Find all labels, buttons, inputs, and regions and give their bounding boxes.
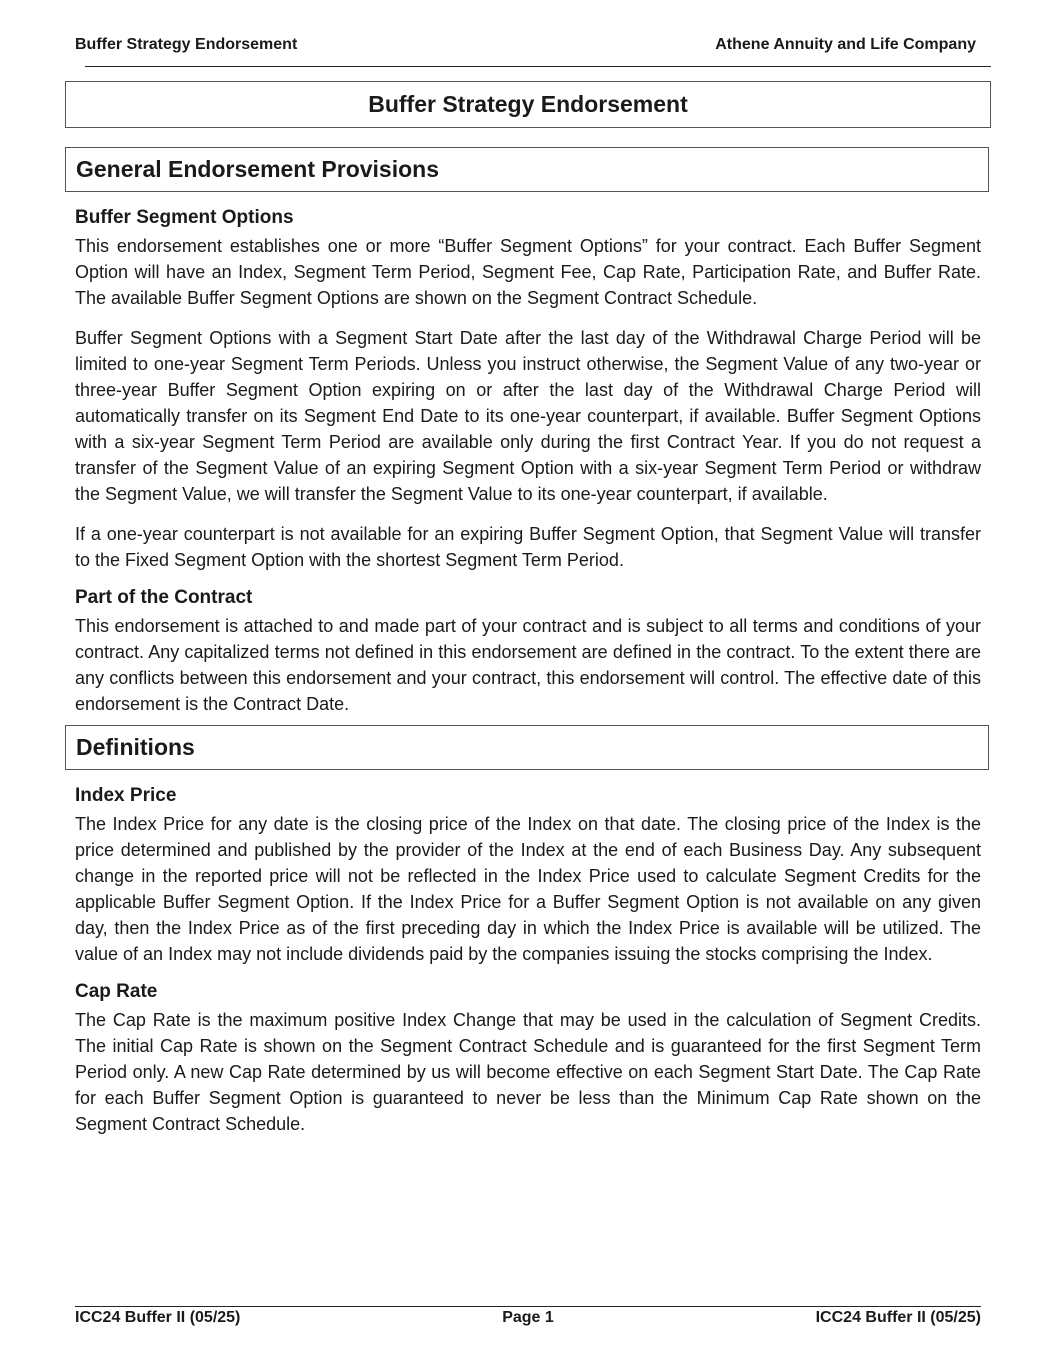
document-title: Buffer Strategy Endorsement xyxy=(65,81,991,128)
subheading-buffer-segment-options: Buffer Segment Options xyxy=(75,207,294,228)
paragraph: This endorsement establishes one or more “Buffer Segment Options” for your contract. Each Buffer Segment Option will have an Index, Segment Term Period, Segment Fee, Cap Rate, Participation Rate, and Buffer Rate. The available Buffer Segment Options are shown on the Segment Contract Schedule. xyxy=(75,236,981,308)
footer-divider xyxy=(75,1306,981,1307)
section-heading-definitions: Definitions xyxy=(65,725,989,770)
paragraph: This endorsement is attached to and made part of your contract and is subject to all terms and conditions of your contract. Any capitalized terms not defined in this endorsement are defined in the contract. To the extent there are any conflicts between this endorsement and your contract, this endorsement will control. The effective date of this endorsement is the Contract Date. xyxy=(75,616,981,714)
section-heading-general-provisions: General Endorsement Provisions xyxy=(65,147,989,192)
header-company-name: Athene Annuity and Life Company xyxy=(715,36,976,53)
footer-page-number: Page 1 xyxy=(502,1309,554,1326)
paragraph: The Index Price for any date is the closing price of the Index on that date. The closing price of the Index is the price determined and published by the provider of the Index at the end of each Business Day. Any subsequent change in the reported price will not be reflected in the Index Price used to calculate Segment Credits for the applicable Buffer Segment Option. If the Index Price for a Buffer Segment Option is not available on any given day, then the Index Price as of the first preceding day in which the Index Price is available will be utilized. The value of an Index may not include dividends paid by the companies issuing the stocks comprising the Index. xyxy=(75,814,981,964)
subheading-index-price: Index Price xyxy=(75,785,177,806)
page-footer xyxy=(75,1309,981,1329)
paragraph: If a one-year counterpart is not available for an expiring Buffer Segment Option, that Segment Value will transfer to the Fixed Segment Option with the shortest Segment Term Period. xyxy=(75,524,981,570)
paragraph: Buffer Segment Options with a Segment Start Date after the last day of the Withdrawal Charge Period will be limited to one-year Segment Term Periods. Unless you instruct otherwise, the Segment Value of any two-year or three-year Buffer Segment Option expiring on or after the last day of the Withdrawal Charge Period will automatically transfer on its Segment End Date to its one-year counterpart, if available. Buffer Segment Options with a six-year Segment Term Period are available only during the first Contract Year. If you do not request a transfer of the Segment Value of an expiring Segment Option with a six-year Segment Term Period or withdraw the Segment Value, we will transfer the Segment Value to its one-year counterpart, if available. xyxy=(75,328,981,504)
header-document-name: Buffer Strategy Endorsement xyxy=(75,36,298,53)
section-definitions-content xyxy=(75,785,981,1137)
header-divider xyxy=(85,66,991,67)
page-header xyxy=(75,36,976,56)
subheading-cap-rate: Cap Rate xyxy=(75,981,158,1002)
section-general-provisions-content xyxy=(75,207,981,717)
paragraph: The Cap Rate is the maximum positive Index Change that may be used in the calculation of Segment Credits. The initial Cap Rate is shown on the Segment Contract Schedule and is guaranteed for the first Segment Term Period only. A new Cap Rate determined by us will become effective on each Segment Start Date. The Cap Rate for each Buffer Segment Option is guaranteed to never be less than the Minimum Cap Rate shown on the Segment Contract Schedule. xyxy=(75,1010,981,1134)
footer-form-number-right: ICC24 Buffer II (05/25) xyxy=(815,1309,981,1326)
footer-form-number-left: ICC24 Buffer II (05/25) xyxy=(75,1309,241,1326)
subheading-part-of-contract: Part of the Contract xyxy=(75,587,253,608)
